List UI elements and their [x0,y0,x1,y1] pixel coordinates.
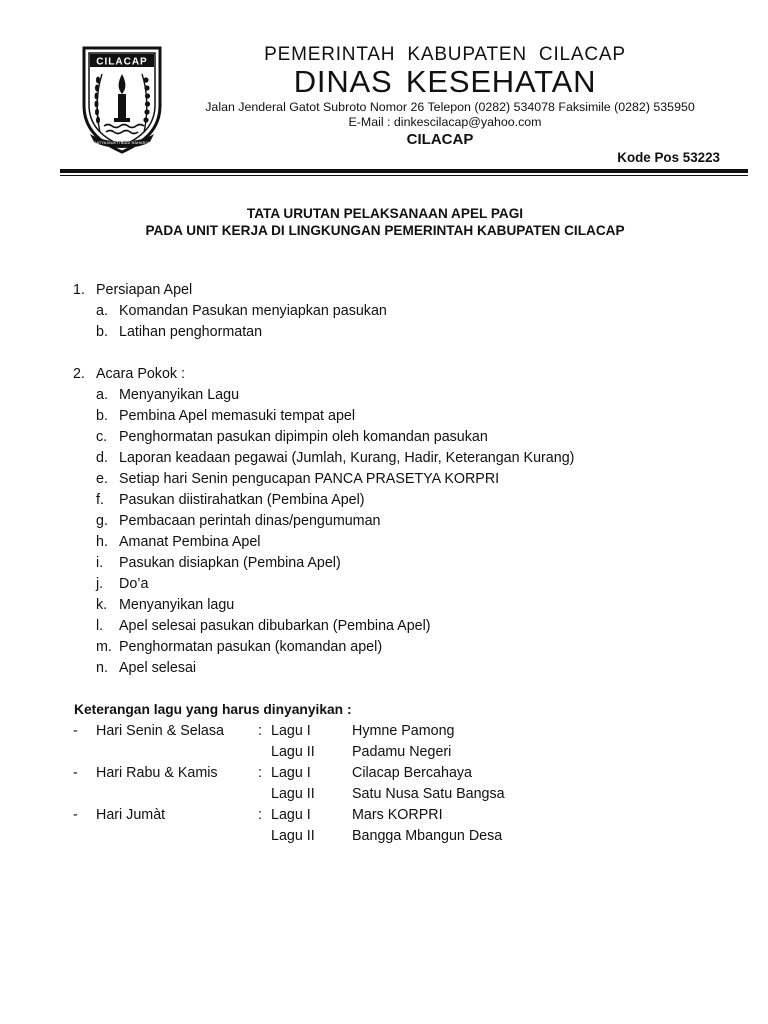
list-item-letter: c. [96,429,108,445]
song-order: Lagu I [271,807,311,823]
section-title: Persiapan Apel [96,282,193,298]
schedule-colon: : [258,807,262,823]
song-order: Lagu I [271,765,311,781]
list-item-letter: n. [96,660,108,676]
section-number: 1. [73,282,85,298]
agency-email: E-Mail : dinkescilacap@yahoo.com [348,115,542,129]
list-item-letter: b. [96,408,108,424]
government-name: PEMERINTAH KABUPATEN CILACAP [264,44,626,65]
list-item-letter: i. [96,555,104,571]
schedule-day: Hari Jumàt [96,807,166,823]
list-item-text: Do’a [119,576,149,592]
list-item-letter: d. [96,450,108,466]
row-dash: - [73,765,78,781]
list-item-text: Pasukan disiapkan (Pembina Apel) [119,555,341,571]
row-dash: - [73,723,78,739]
cilacap-emblem-icon [80,44,164,156]
song-name: Satu Nusa Satu Bangsa [352,786,505,802]
list-item-text: Laporan keadaan pegawai (Jumlah, Kurang, Hadir, Keterangan Kurang) [119,450,575,466]
section-number: 2. [73,366,85,382]
list-item-text: Penghormatan pasukan dipimpin oleh komandan pasukan [119,429,488,445]
row-dash: - [73,807,78,823]
letterhead-divider-thin [60,175,748,176]
list-item-letter: l. [96,618,104,634]
list-item-letter: b. [96,324,108,340]
letterhead-divider-thick [60,169,748,173]
song-schedule-title: Keterangan lagu yang harus dinyanyikan : [74,702,352,717]
list-item-letter: j. [96,576,104,592]
song-order: Lagu II [271,786,315,802]
song-name: Bangga Mbangun Desa [352,828,503,844]
schedule-colon: : [258,723,262,739]
list-item-text: Pembina Apel memasuki tempat apel [119,408,356,424]
section-title: Acara Pokok : [96,366,185,382]
list-item-text: Penghormatan pasukan (komandan apel) [119,639,383,655]
agency-address: Jalan Jenderal Gatot Subroto Nomor 26 Telepon (0282) 534078 Faksimile (0282) 535950 [205,100,695,114]
agency-name: DINAS KESEHATAN [293,64,597,99]
list-item-letter: a. [96,387,108,403]
list-item-text: Amanat Pembina Apel [119,534,261,550]
list-item-letter: h. [96,534,108,550]
schedule-day: Hari Rabu & Kamis [96,765,218,781]
song-name: Cilacap Bercahaya [352,765,473,781]
list-item-letter: a. [96,303,108,319]
song-name: Mars KORPRI [352,807,443,823]
song-order: Lagu II [271,744,315,760]
list-item-text: Apel selesai pasukan dibubarkan (Pembina Apel) [119,618,431,634]
document-title-line2: PADA UNIT KERJA DI LINGKUNGAN PEMERINTAH KABUPATEN CILACAP [145,223,625,238]
emblem-motto-text: SATYA MUKTI BUDI RAHARJA [93,140,151,145]
document-title-line1: TATA URUTAN PELAKSANAAN APEL PAGI [246,206,524,221]
song-name: Hymne Pamong [352,723,455,739]
schedule-day: Hari Senin & Selasa [96,723,224,739]
list-item-text: Setiap hari Senin pengucapan PANCA PRASETYA KORPRI [119,471,500,487]
postal-code: Kode Pos 53223 [617,150,720,165]
list-item-letter: m. [96,639,112,655]
list-item-letter: k. [96,597,108,613]
list-item-text: Komandan Pasukan menyiapkan pasukan [119,303,387,319]
song-order: Lagu II [271,828,315,844]
song-order: Lagu I [271,723,311,739]
song-name: Padamu Negeri [352,744,452,760]
list-item-letter: e. [96,471,108,487]
agency-city: CILACAP [406,131,474,148]
emblem-label-text: CILACAP [96,56,148,68]
schedule-colon: : [258,765,262,781]
list-item-text: Menyanyikan Lagu [119,387,240,403]
list-item-letter: f. [96,492,104,508]
list-item-letter: g. [96,513,108,529]
list-item-text: Latihan penghormatan [119,324,263,340]
list-item-text: Pembacaan perintah dinas/pengumuman [119,513,381,529]
list-item-text: Apel selesai [119,660,197,676]
list-item-text: Menyanyikan lagu [119,597,235,613]
list-item-text: Pasukan diistirahatkan (Pembina Apel) [119,492,365,508]
